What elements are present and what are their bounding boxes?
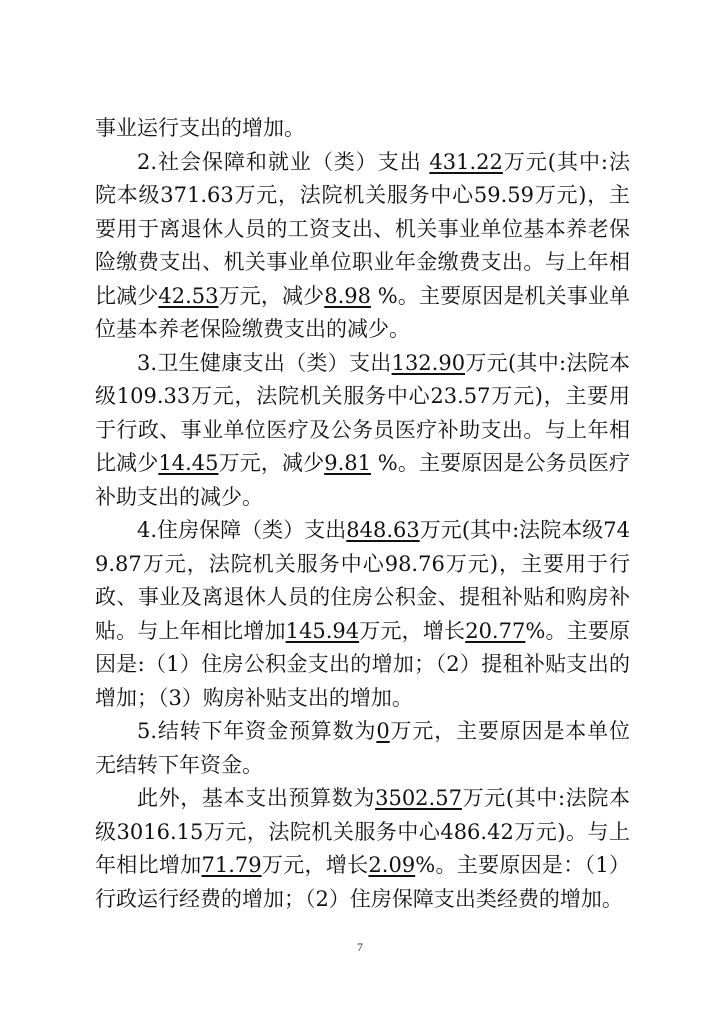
underlined-figure: 71.79: [201, 853, 262, 877]
text-run: %。主要原因是：（1）行政运行经费的增加；（2）住房保障支出类经费的增加。: [95, 853, 630, 911]
text-run: 万元，增长: [261, 853, 369, 877]
text-run: 此外，基本支出预算数为: [137, 786, 376, 810]
underlined-figure: 8.98: [324, 283, 371, 308]
text-run: 5.结转下年资金预算数为: [137, 719, 377, 743]
underlined-figure: 145.94: [285, 618, 360, 643]
paragraph: [95, 347, 630, 515]
paragraph: [95, 514, 630, 715]
text-run: 万元，减少: [218, 283, 325, 308]
underlined-figure: 42.53: [158, 283, 219, 308]
underlined-figure: 20.77: [465, 618, 526, 643]
text-run: 万元(其中:法院本级109.33万元，法院机关服务中心23.57万元)，主要用于行政、事业单位医疗及公务员医疗补助支出。与上年相比减少: [95, 350, 630, 475]
paragraph: [95, 715, 630, 782]
text-run: 4.住房保障（类）支出: [137, 518, 347, 542]
text-run: 万元(其中:法院本级749.87万元，法院机关服务中心98.76万元)，主要用于行政、事业及离退休人员的住房公积金、提租补贴和购房补贴。与上年相比增加: [95, 518, 630, 643]
text-run: 2.社会保障和就业（类）支出: [137, 149, 430, 174]
text-run: %。主要原因是:（1）住房公积金支出的增加；（2）提租补贴支出的增加；（3）购房补贴支出的增加。: [95, 618, 631, 710]
paragraph: [95, 146, 630, 347]
text-run: 万元(其中:法院本级3016.15万元，法院机关服务中心486.42万元)。与上年相比增加: [95, 786, 630, 877]
underlined-figure: 132.90: [391, 350, 466, 375]
underlined-figure: 14.45: [158, 451, 219, 475]
text-run: 事业运行支出的增加。: [95, 116, 305, 140]
underlined-figure: 848.63: [346, 518, 420, 542]
text-run: 万元(其中:法院本级371.63万元，法院机关服务中心59.59万元)，主要用于离退休人员的工资支出、机关事业单位基本养老保险缴费支出、机关事业单位职业年金缴费支出。与上年相比减少: [95, 149, 630, 308]
text-run: %。主要原因是机关事业单位基本养老保险缴费支出的减少。: [95, 283, 631, 341]
text-run: 3.卫生健康支出（类）支出: [137, 350, 392, 375]
underlined-figure: 0: [376, 719, 390, 743]
text-run: %。主要原因是公务员医疗补助支出的减少。: [95, 451, 631, 509]
underlined-figure: 3502.57: [375, 786, 462, 810]
paragraph: [95, 782, 630, 916]
text-run: 万元，主要原因是本单位无结转下年资金。: [95, 719, 630, 777]
page-number: 7: [357, 940, 363, 954]
text-run: 万元，减少: [218, 451, 325, 475]
underlined-figure: 9.81: [324, 451, 371, 475]
text-run: 万元，增长: [359, 618, 466, 643]
paragraph: [95, 112, 630, 146]
underlined-figure: 431.22: [429, 149, 503, 174]
underlined-figure: 2.09: [368, 853, 416, 877]
document-body: [95, 112, 630, 916]
